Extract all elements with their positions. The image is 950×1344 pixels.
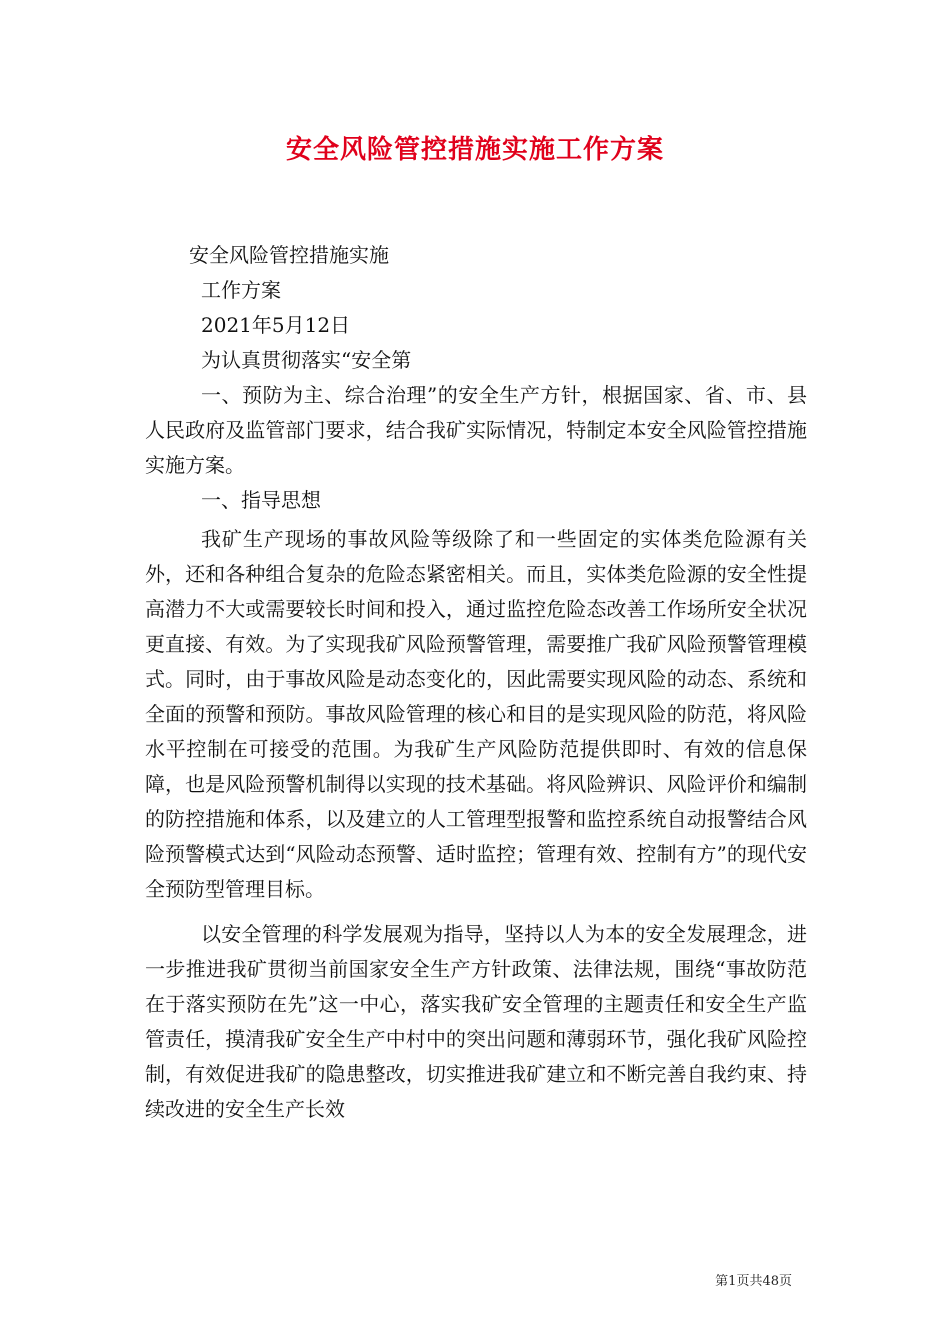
page-number: 第1页共48页 (715, 1274, 792, 1289)
document-title: 安全风险管控措施实施工作方案 (285, 135, 664, 165)
section-heading-guiding-ideology: 一、指导思想 (201, 488, 321, 512)
paragraph-title-line-1: 安全风险管控措施实施 (189, 243, 389, 267)
paragraph-intro-2: 一、预防为主、综合治理”的安全生产方针，根据国家、省、市、县人民政府及监管部门要求，结合我矿实际情况，特制定本安全风险管控措施实施方案。 (145, 383, 807, 477)
paragraph-safety-management: 以安全管理的科学发展观为指导，坚持以人为本的安全发展理念，进一步推进我矿贯彻当前国家安全生产方针政策、法律法规，围绕“事故防范在于落实预防在先”这一中心，落实我矿安全管理的主题责任和安全生产监管责任，摸清我矿安全生产中村中的突出问题和薄弱环节，强化我矿风险控制，有效促进我矿的隐患整改，切实推进我矿建立和不断完善自我约束、持续改进的安全生产长效 (145, 922, 807, 1121)
document-body (145, 238, 807, 1127)
paragraph-guiding-ideology: 我矿生产现场的事故风险等级除了和一些固定的实体类危险源有关外，还和各种组合复杂的危险态紧密相关。而且，实体类危险源的安全性提高潜力不大或需要较长时间和投入，通过监控危险态改善工作场所安全状况更直接、有效。为了实现我矿风险预警管理，需要推广我矿风险预警管理模式。同时，由于事故风险是动态变化的，因此需要实现风险的动态、系统和全面的预警和预防。事故风险管理的核心和目的是实现风险的防范，将风险水平控制在可接受的范围。为我矿生产风险防范提供即时、有效的信息保障，也是风险预警机制得以实现的技术基础。将风险辨识、风险评价和编制的防控措施和体系，以及建立的人工管理型报警和监控系统自动报警结合风险预警模式达到“风险动态预警、适时监控；管理有效、控制有方”的现代安全预防型管理目标。 (145, 527, 807, 901)
paragraph-date: 2021年5月12日 (201, 313, 351, 337)
paragraph-intro-1: 为认真贯彻落实“安全第 (201, 348, 412, 372)
paragraph-title-line-2: 工作方案 (201, 278, 281, 302)
